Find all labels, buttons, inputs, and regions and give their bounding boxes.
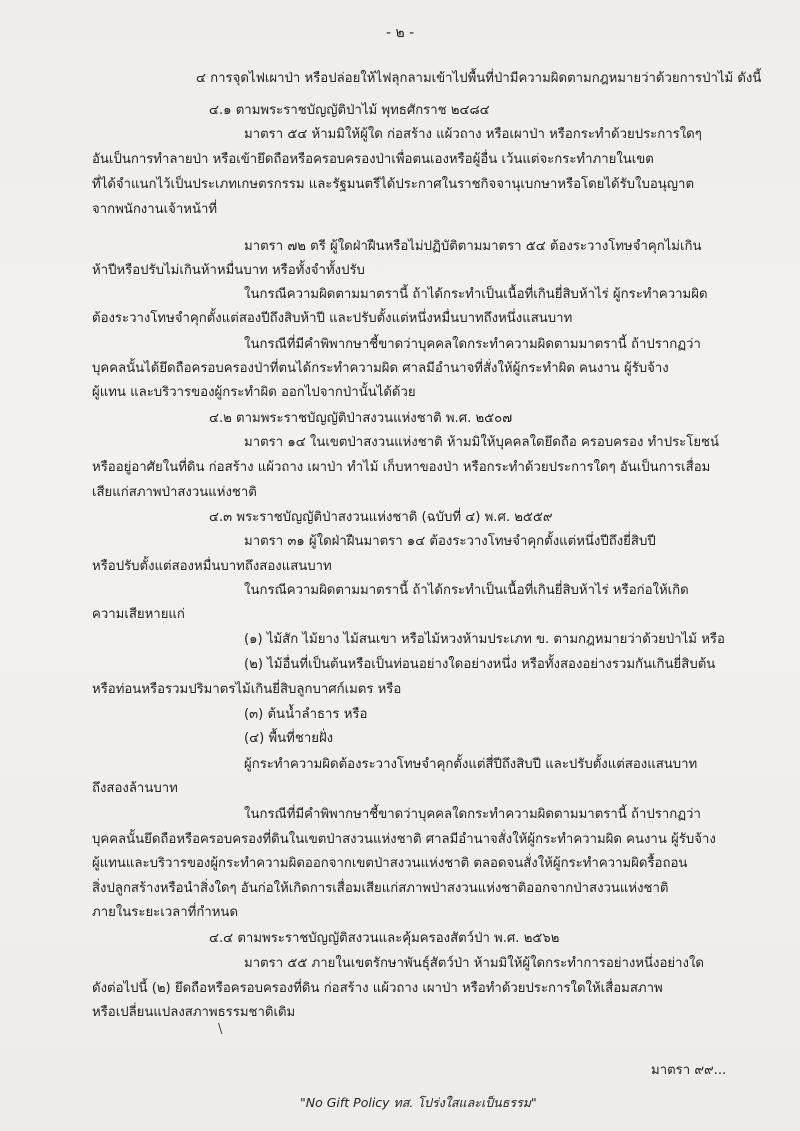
paragraph-line: ผู้กระทำความผิดต้องระวางโทษจำคุกตั้งแต่สี่ปีถึงสิบปี และปรับตั้งแต่สองแสนบาท: [244, 757, 698, 772]
paragraph-line: บุคคลนั้นได้ยึดถือครอบครองป่าที่ตนได้กระทำความผิด ศาลมีอำนาจที่สั่งให้ผู้กระทำผิด คนงาน ผู้รับจ้าง: [92, 361, 669, 376]
subsection-4-2-heading: ๔.๒ ตามพระราชบัญญัติป่าสงวนแห่งชาติ พ.ศ. ๒๕๐๗: [209, 411, 513, 426]
subsection-4-1-heading: ๔.๑ ตามพระราชบัญญัติป่าไม้ พุทธศักราช ๒๔๘๔: [209, 103, 490, 118]
paragraph-line: ความเสียหายแก่: [92, 607, 185, 622]
paragraph-line: มาตรา ๓๑ ผู้ใดฝ่าฝืนมาตรา ๑๔ ต้องระวางโทษจำคุกตั้งแต่หนึ่งปีถึงยี่สิบปี: [244, 534, 656, 549]
continuation-note: มาตรา ๙๙...: [651, 1063, 727, 1078]
paragraph-line: ห้าปีหรือปรับไม่เกินห้าหมื่นบาท หรือทั้งจำทั้งปรับ: [92, 263, 365, 278]
list-item: (๓) ต้นน้ำลำธาร หรือ: [244, 707, 368, 722]
paragraph-line: หรือท่อนหรือรวมปริมาตรไม้เกินยี่สิบลูกบาศก์เมตร หรือ: [92, 682, 402, 697]
paragraph-line: ดังต่อไปนี้ (๒) ยึดถือหรือครอบครองที่ดิน ก่อสร้าง แผ้วถาง เผาป่า หรือทำด้วยประการใดให้เสื่อมสภาพ: [92, 981, 663, 996]
subsection-4-3-heading: ๔.๓ พระราชบัญญัติป่าสงวนแห่งชาติ (ฉบับที่ ๔) พ.ศ. ๒๕๕๙: [209, 510, 553, 525]
paragraph-line: มาตรา ๕๔ ห้ามมิให้ผู้ใด ก่อสร้าง แผ้วถาง หรือเผาป่า หรือกระทำด้วยประการใดๆ: [244, 127, 702, 142]
paragraph-line: ในกรณีที่มีคำพิพากษาชี้ขาดว่าบุคคลใดกระทำความผิดตามมาตรานี้ ถ้าปรากฏว่า: [244, 337, 701, 352]
subsection-4-4-heading: ๔.๔ ตามพระราชบัญญัติสงวนและคุ้มครองสัตว์ป่า พ.ศ. ๒๕๖๒: [209, 931, 560, 946]
stray-mark: \: [218, 1022, 223, 1037]
footer-slogan: "No Gift Policy ทส. โปร่งใสและเป็นธรรม": [300, 1095, 537, 1110]
paragraph-line: สิ่งปลูกสร้างหรือนำสิ่งใดๆ อันก่อให้เกิดการเสื่อมเสียแก่สภาพป่าสงวนแห่งชาติออกจากป่าสงวนแห่งชาติ: [92, 881, 669, 896]
list-item: (๑) ไม้สัก ไม้ยาง ไม้สนเขา หรือไม้หวงห้ามประเภท ข. ตามกฎหมายว่าด้วยป่าไม้ หรือ: [244, 632, 725, 647]
paragraph-line: หรือปรับตั้งแต่สองหมื่นบาทถึงสองแสนบาท: [92, 559, 332, 574]
section-4-heading: ๔ การจุดไฟเผาป่า หรือปล่อยให้ไฟลุกลามเข้าไปพื้นที่ป่ามีความผิดตามกฎหมายว่าด้วยการป่าไม้ ดังนี้: [196, 71, 762, 86]
paragraph-line: หรือเปลี่ยนแปลงสภาพธรรมชาติเดิม: [92, 1005, 296, 1020]
paragraph-line: ผู้แทนและบริวารของผู้กระทำความผิดออกจากเขตป่าสงวนแห่งชาติ ตลอดจนสั่งให้ผู้กระทำความผิดรื้อถอน: [92, 856, 688, 871]
paragraph-line: ที่ได้จำแนกไว้เป็นประเภทเกษตรกรรม และรัฐมนตรีได้ประกาศในราชกิจจานุเบกษาหรือโดยได้รับใบอนุญาต: [92, 177, 695, 192]
paragraph-line: ในกรณีความผิดตามมาตรานี้ ถ้าได้กระทำเป็นเนื้อที่เกินยี่สิบห้าไร่ ผู้กระทำความผิด: [244, 287, 708, 302]
paragraph-line: มาตรา ๑๔ ในเขตป่าสงวนแห่งชาติ ห้ามมิให้บุคคลใดยึดถือ ครอบครอง ทำประโยชน์: [244, 435, 720, 450]
paragraph-line: มาตรา ๕๕ ภายในเขตรักษาพันธุ์สัตว์ป่า ห้ามมิให้ผู้ใดกระทำการอย่างหนึ่งอย่างใด: [244, 956, 704, 971]
page-number: - ๒ -: [386, 25, 415, 41]
paragraph-line: ภายในระยะเวลาที่กำหนด: [92, 905, 239, 920]
paragraph-line: หรืออยู่อาศัยในที่ดิน ก่อสร้าง แผ้วถาง เผาป่า ทำไม้ เก็บหาของป่า หรือกระทำด้วยประการใดๆ อันเป็นการเสื่อม: [92, 460, 711, 475]
paragraph-line: ถึงสองล้านบาท: [92, 781, 178, 796]
paragraph-line: ในกรณีที่มีคำพิพากษาชี้ขาดว่าบุคคลใดกระทำความผิดตามมาตรานี้ ถ้าปรากฏว่า: [244, 807, 701, 822]
paragraph-line: ในกรณีความผิดตามมาตรานี้ ถ้าได้กระทำเป็นเนื้อที่เกินยี่สิบห้าไร่ หรือก่อให้เกิด: [244, 583, 689, 598]
paragraph-line: มาตรา ๗๒ ตรี ผู้ใดฝ่าฝืนหรือไม่ปฏิบัติตามมาตรา ๕๔ ต้องระวางโทษจำคุกไม่เกิน: [244, 239, 702, 254]
paragraph-line: จากพนักงานเจ้าหน้าที่: [92, 202, 218, 217]
paragraph-line: ผู้แทน และบริวารของผู้กระทำผิด ออกไปจากป่านั้นได้ด้วย: [92, 385, 416, 400]
list-item: (๔) พื้นที่ชายฝั่ง: [244, 731, 334, 746]
paragraph-line: บุคคลนั้นยึดถือหรือครอบครองที่ดินในเขตป่าสงวนแห่งชาติ ศาลมีอำนาจสั่งให้ผู้กระทำความผิด คนงาน ผู้รับจ้าง: [92, 832, 716, 847]
paragraph-line: ต้องระวางโทษจำคุกตั้งแต่สองปีถึงสิบห้าปี และปรับตั้งแต่หนึ่งหมื่นบาทถึงหนึ่งแสนบาท: [92, 311, 573, 326]
list-item: (๒) ไม้อื่นที่เป็นต้นหรือเป็นท่อนอย่างใดอย่างหนึ่ง หรือทั้งสองอย่างรวมกันเกินยี่สิบต้น: [244, 657, 716, 672]
paragraph-line: เสียแก่สภาพป่าสงวนแห่งชาติ: [92, 485, 257, 500]
paragraph-line: อันเป็นการทำลายป่า หรือเข้ายึดถือหรือครอบครองป่าเพื่อตนเองหรือผู้อื่น เว้นแต่จะกระทำภายในเขต: [92, 152, 654, 167]
